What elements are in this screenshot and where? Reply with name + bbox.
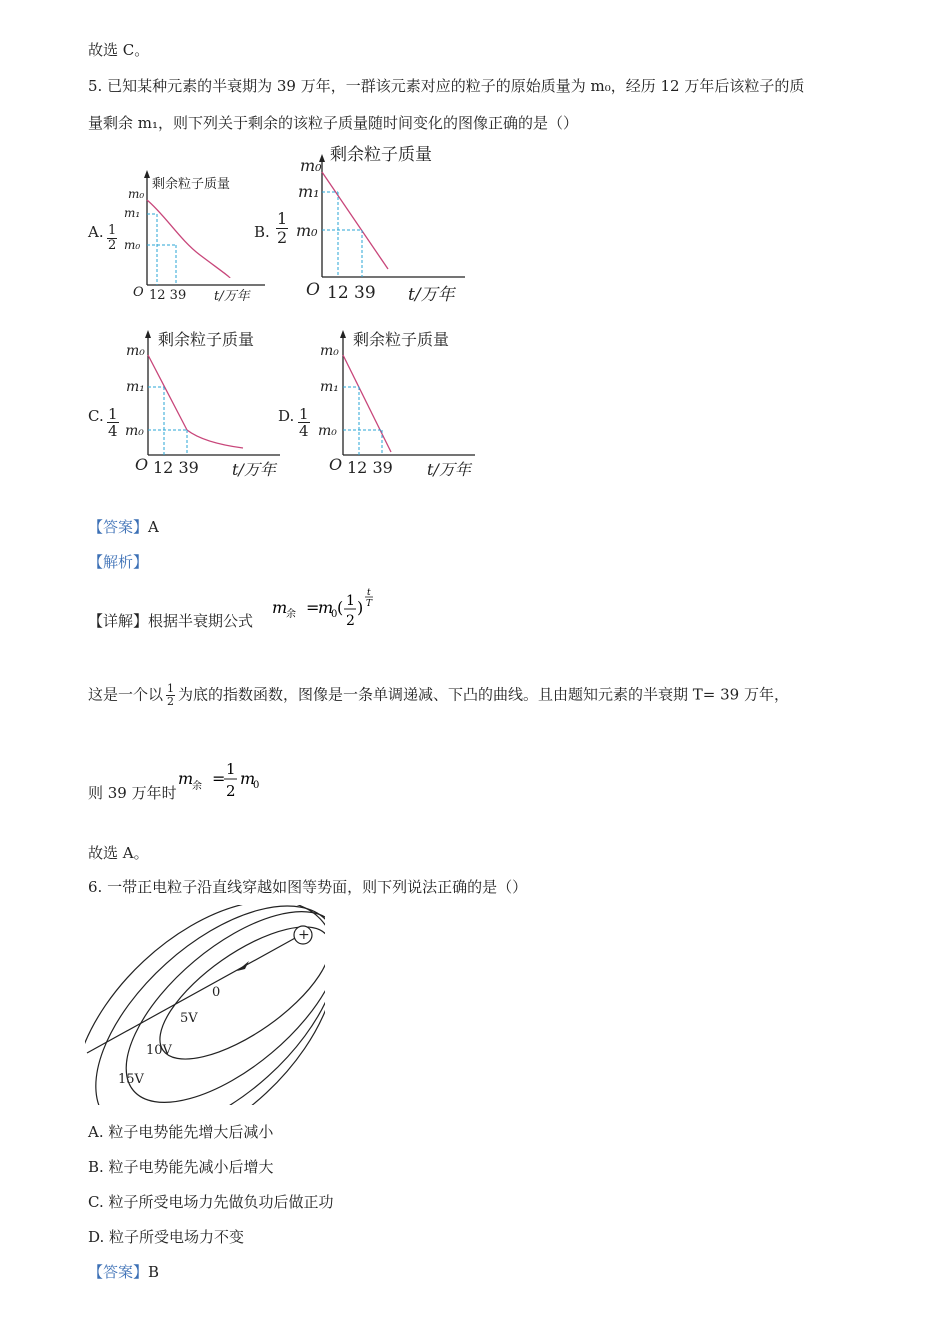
q5-graph-c-title: 剩余粒子质量	[158, 330, 255, 349]
svg-text:t: t	[367, 588, 371, 598]
q5-graph-c-ticks: 12 39	[153, 458, 199, 477]
q5-formula-halflife	[270, 585, 390, 635]
q5-graph-b-title: 剩余粒子质量	[330, 145, 432, 165]
q6-label-0: 0	[212, 985, 221, 1000]
q5-option-b-fraction: $\frac{1}{2}$	[277, 209, 288, 247]
detail-tag: 【详解】	[88, 612, 149, 630]
q5-graph-a-ticks: 12 39	[149, 288, 187, 303]
explain-suffix: 为底的指数函数，图像是一条单调递减、下凸的曲线。且由题知元素的半衰期 T= 39 万年，	[178, 685, 789, 704]
q5-graph-a-half: m₀	[124, 238, 141, 252]
q5-graph-d-quarter: m₀	[318, 423, 337, 439]
q6-option-c: C. 粒子所受电场力先做负功后做正功	[88, 1193, 334, 1211]
svg-text:2: 2	[346, 613, 355, 629]
q6-charge-label: +	[298, 927, 310, 943]
q5-graph-b-origin: O	[306, 280, 320, 300]
q5-option-c-letter: C.	[88, 407, 104, 425]
q5-option-a-fraction: $\frac{1}{2}$	[108, 223, 117, 253]
path-arrow	[237, 961, 249, 971]
q5-graph-b-m1: m₁	[298, 182, 320, 201]
answer-tag: 【答案】	[88, 518, 149, 536]
svg-text:T: T	[366, 599, 373, 609]
q5-graph-d-xaxis: t/万年	[427, 460, 471, 479]
q5-graph-a-origin: O	[133, 285, 144, 300]
q5-graph-a-xaxis: t/万年	[214, 289, 250, 304]
svg-text:): )	[357, 598, 364, 617]
q5-analysis-tag: 【解析】	[88, 553, 149, 571]
svg-text:m: m	[240, 769, 256, 788]
svg-text:2: 2	[226, 782, 236, 800]
svg-text:余: 余	[286, 609, 296, 620]
q6-label-10v: 10V	[146, 1043, 172, 1058]
q5-graph-c-origin: O	[135, 455, 149, 474]
answer-value: A	[148, 518, 159, 536]
q5-stem-line2: 量剩余 m₁，则下列关于剩余的该粒子质量随时间变化的图像正确的是（）	[88, 114, 579, 132]
q5-answer	[88, 517, 159, 537]
q5-graph-a-m0: m₀	[128, 187, 145, 201]
svg-text:1: 1	[346, 593, 355, 609]
q5-option-c-fraction: $\frac{1}{4}$	[108, 405, 118, 440]
svg-text:m: m	[272, 598, 288, 617]
svg-text:m: m	[318, 598, 334, 617]
q5-graph-b-ticks: 12 39	[327, 283, 376, 303]
q5-graph-b-half: m₀	[296, 221, 318, 240]
svg-text:m: m	[178, 769, 194, 788]
q5-graph-d-origin: O	[329, 455, 343, 474]
explain-prefix: 这是一个以	[88, 685, 164, 704]
svg-text:=: =	[306, 598, 320, 617]
q5-option-d-letter: D.	[278, 407, 295, 425]
svg-text:0: 0	[331, 609, 338, 620]
svg-text:(: (	[337, 598, 344, 617]
answer-tag: 【答案】	[88, 1263, 149, 1281]
svg-text:0: 0	[253, 780, 260, 791]
svg-text:余: 余	[192, 781, 202, 792]
q5-graph-c-quarter: m₀	[125, 423, 144, 439]
q5-option-a-letter: A.	[88, 223, 104, 241]
q5-graph-a-title: 剩余粒子质量	[152, 177, 231, 192]
q5-graph-d-m0: m₀	[320, 343, 339, 359]
q5-detail-line	[88, 611, 253, 631]
q6-stem: 6. 一带正电粒子沿直线穿越如图等势面，则下列说法正确的是（）	[88, 878, 528, 896]
q5-option-d-fraction: $\frac{1}{4}$	[299, 405, 309, 440]
q5-then-line: 则 39 万年时	[88, 784, 177, 802]
q6-option-a: A. 粒子电势能先增大后减小	[88, 1123, 274, 1141]
q5-conclusion: 故选 A。	[88, 844, 149, 862]
q5-graph-b-xaxis: t/万年	[408, 285, 455, 305]
q6-answer	[88, 1262, 159, 1282]
prev-conclusion: 故选 C。	[88, 41, 150, 59]
svg-text:1: 1	[226, 760, 236, 778]
detail-text: 根据半衰期公式	[148, 612, 254, 630]
q5-formula-result	[176, 756, 276, 806]
q6-option-d: D. 粒子所受电场力不变	[88, 1228, 245, 1246]
q5-graph-d-ticks: 12 39	[347, 458, 393, 477]
q6-label-15v: 15V	[118, 1072, 144, 1087]
particle-path	[87, 937, 297, 1053]
q5-graph-c-xaxis: t/万年	[232, 460, 276, 479]
answer-value: B	[148, 1263, 160, 1281]
q5-explain-line	[88, 683, 789, 708]
q5-stem-line1: 5. 已知某种元素的半衰期为 39 万年，一群该元素对应的粒子的原始质量为 m₀，经历 12 万年后该粒子的质	[88, 77, 805, 95]
svg-text:=: =	[212, 769, 226, 788]
q5-graph-b-m0: m₀	[300, 156, 322, 175]
q5-graph-b	[300, 150, 470, 290]
q5-graph-d-m1: m₁	[320, 379, 339, 395]
explain-fraction: $\frac{1}{2}$	[167, 682, 175, 708]
q5-option-b-letter: B.	[254, 223, 270, 241]
q5-graph-a-m1: m₁	[124, 206, 141, 220]
q6-option-b: B. 粒子电势能先减小后增大	[88, 1158, 274, 1176]
q5-graph-c-m1: m₁	[126, 379, 145, 395]
q6-label-5v: 5V	[180, 1011, 198, 1026]
q5-graph-c-m0: m₀	[126, 343, 145, 359]
q5-graph-d-title: 剩余粒子质量	[353, 330, 450, 349]
